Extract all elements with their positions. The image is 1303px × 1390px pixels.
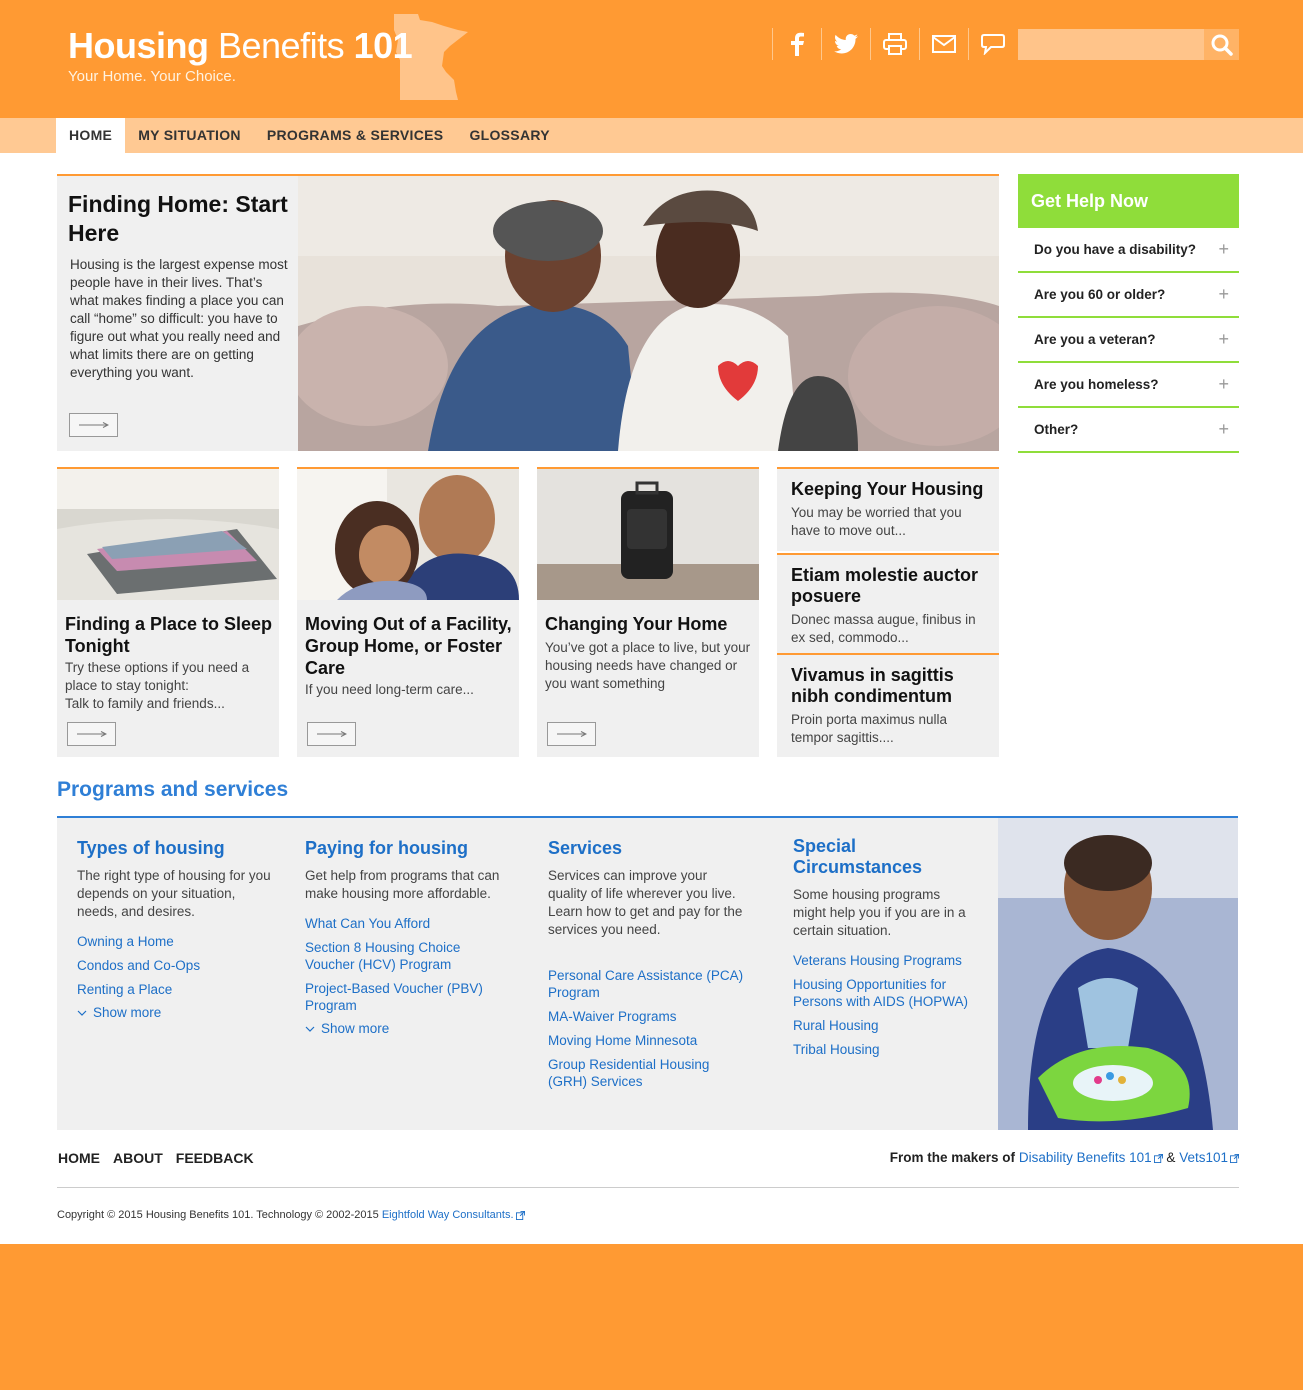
programs-column-types [77, 838, 277, 1020]
arrow-right-icon [79, 422, 109, 428]
nav-item-glossary[interactable]: GLOSSARY [469, 127, 550, 143]
chat-icon [981, 33, 1005, 55]
chevron-down-icon [305, 1026, 315, 1032]
external-link-icon [516, 1211, 525, 1220]
card-body: You’ve got a place to live, but your housing needs have changed or you want something [545, 640, 751, 691]
program-link[interactable]: Personal Care Assistance (PCA) Program [548, 968, 744, 1000]
help-item-label: Other? [1034, 422, 1079, 437]
arrow-right-icon [557, 731, 587, 737]
programs-photo-child-toy [998, 818, 1238, 1130]
twitter-link[interactable] [821, 28, 870, 60]
program-link[interactable]: Group Residential Housing (GRH) Services [548, 1057, 710, 1089]
card-changing-home [537, 467, 759, 757]
show-more-link[interactable] [305, 1021, 505, 1036]
programs-section-title: Programs and services [57, 778, 289, 801]
arrow-right-icon [77, 731, 107, 737]
card-title: Finding a Place to Sleep Tonight [65, 614, 273, 656]
program-link[interactable]: Moving Home Minnesota [548, 1033, 698, 1048]
show-more-link[interactable] [77, 1005, 277, 1020]
help-item-label: Do you have a disability? [1034, 242, 1197, 257]
card-arrow-button[interactable] [547, 722, 596, 746]
side-item-vivamus[interactable] [777, 653, 999, 757]
programs-column-services [548, 838, 748, 1097]
program-link[interactable]: Rural Housing [793, 1018, 879, 1033]
disability-benefits-link[interactable]: Disability Benefits 101 [1018, 1150, 1152, 1165]
programs-column-title[interactable]: Paying for housing [305, 838, 469, 858]
arrow-right-icon [317, 731, 347, 737]
search-box [1018, 29, 1239, 60]
programs-column-special [793, 836, 973, 1065]
footer-link-home[interactable]: HOME [58, 1150, 100, 1166]
footer-link-about[interactable]: ABOUT [113, 1150, 163, 1166]
print-icon [883, 33, 907, 55]
programs-column-title[interactable]: Types of housing [77, 838, 225, 858]
card-title: Moving Out of a Facility, Group Home, or Foster Care [305, 614, 512, 678]
logo-number: 101 [353, 25, 413, 66]
logo-bold-text: Housing [68, 25, 209, 66]
card-sleep-tonight [57, 467, 279, 757]
card-body: If you need long-term care... [305, 682, 474, 697]
card-title: Changing Your Home [545, 614, 728, 634]
program-link[interactable]: Renting a Place [77, 982, 173, 997]
nav-item-my-situation[interactable]: MY SITUATION [138, 127, 241, 143]
social-toolbar [772, 28, 1017, 60]
copyright-text: Copyright © 2015 Housing Benefits 101. Technology © 2002-2015 [57, 1209, 379, 1221]
help-item-disability[interactable] [1018, 228, 1239, 273]
hero-body: Housing is the largest expense most people have in their lives. That’s what makes finding a place you can call “home” so difficult: you have to figure out what you really need and what limits there are on getting everything you want. [70, 257, 288, 380]
programs-column-desc: Services can improve your quality of life wherever you live. Learn how to get and pay for the services you need. [548, 868, 743, 937]
makers-ampersand: & [1166, 1150, 1176, 1165]
programs-column-paying [305, 838, 505, 1036]
logo-light-text: Benefits [218, 25, 345, 66]
programs-column-desc: Get help from programs that can make housing more affordable. [305, 868, 500, 901]
hero-photo-couple [298, 176, 999, 451]
side-item-title: Keeping Your Housing [791, 479, 984, 499]
program-link[interactable]: Owning a Home [77, 934, 174, 949]
eightfold-way-link[interactable]: Eightfold Way Consultants. [381, 1209, 514, 1221]
card-photo-children [297, 469, 519, 600]
programs-panel [57, 816, 1238, 1130]
plus-icon: + [1218, 284, 1229, 304]
vets101-link[interactable]: Vets101 [1179, 1150, 1228, 1165]
makers-credit [890, 1150, 1239, 1165]
help-item-label: Are you 60 or older? [1034, 287, 1166, 302]
nav-item-home[interactable]: HOME [56, 118, 125, 153]
plus-icon: + [1218, 374, 1229, 394]
print-link[interactable] [870, 28, 919, 60]
main-nav [0, 118, 1303, 153]
card-moving-out-facility [297, 467, 519, 757]
footer-links [58, 1150, 254, 1166]
help-item-veteran[interactable] [1018, 318, 1239, 363]
copyright [57, 1209, 525, 1221]
side-item-body: You may be worried that you have to move out... [791, 505, 962, 538]
show-more-label: Show more [321, 1021, 390, 1036]
search-icon [1211, 34, 1233, 56]
side-item-title: Vivamus in sagittis nibh condimentum [791, 665, 954, 706]
chevron-down-icon [77, 1010, 87, 1016]
chat-link[interactable] [968, 28, 1017, 60]
side-item-body: Donec massa augue, finibus in ex sed, commodo... [791, 612, 976, 645]
program-link[interactable]: Tribal Housing [793, 1042, 880, 1057]
card-body-line-2: Talk to family and friends... [65, 696, 225, 711]
help-item-homeless[interactable] [1018, 363, 1239, 408]
site-logo[interactable] [68, 26, 412, 85]
program-link[interactable]: Housing Opportunities for Persons with AIDS (HOPWA) [793, 977, 969, 1009]
search-button[interactable] [1204, 29, 1239, 60]
twitter-icon [833, 34, 859, 54]
card-body: Try these options if you need a place to stay tonight: [65, 660, 250, 693]
makers-prefix: From the makers of [889, 1150, 1016, 1165]
help-item-60-or-older[interactable] [1018, 273, 1239, 318]
hero-feature [57, 174, 999, 451]
hero-title: Finding Home: Start Here [68, 191, 288, 246]
programs-column-desc: The right type of housing for you depends on your situation, needs, and desires. [77, 868, 271, 919]
card-photo-suitcase [537, 469, 759, 600]
card-photo-folded-blankets [57, 469, 279, 600]
facebook-link[interactable] [772, 28, 821, 60]
side-item-etiam[interactable] [777, 553, 999, 653]
side-item-body: Proin porta maximus nulla tempor sagittis.... [791, 712, 948, 745]
help-item-label: Are you a veteran? [1034, 332, 1156, 347]
email-link[interactable] [919, 28, 968, 60]
get-help-panel [1018, 174, 1239, 453]
plus-icon: + [1218, 329, 1229, 349]
footer-divider [57, 1187, 1239, 1188]
program-link[interactable]: Section 8 Housing Choice Voucher (HCV) Program [305, 940, 461, 972]
plus-icon: + [1218, 419, 1229, 439]
get-help-title: Get Help Now [1018, 174, 1239, 228]
program-link[interactable]: What Can You Afford [305, 916, 431, 931]
program-link[interactable]: Project-Based Voucher (PBV) Program [305, 981, 483, 1013]
side-item-title: Etiam molestie auctor posuere [791, 565, 979, 606]
search-input[interactable] [1018, 29, 1204, 60]
programs-column-title[interactable]: Special Circumstances [793, 836, 923, 877]
logo-tagline: Your Home. Your Choice. [68, 68, 236, 85]
email-icon [932, 35, 956, 53]
program-link[interactable]: Condos and Co-Ops [77, 958, 201, 973]
programs-column-desc: Some housing programs might help you if you are in a certain situation. [793, 887, 966, 938]
side-item-keeping-housing[interactable] [777, 467, 999, 551]
external-link-icon [1230, 1154, 1239, 1163]
nav-item-programs-services[interactable]: PROGRAMS & SERVICES [266, 127, 444, 143]
main-content [0, 153, 1303, 1244]
program-link[interactable]: MA-Waiver Programs [548, 1009, 677, 1024]
external-link-icon [1154, 1154, 1163, 1163]
footer-link-feedback[interactable]: FEEDBACK [175, 1150, 254, 1166]
card-arrow-button[interactable] [307, 722, 356, 746]
programs-column-title[interactable]: Services [548, 838, 623, 858]
help-item-other[interactable] [1018, 408, 1239, 453]
hero-arrow-button[interactable] [69, 413, 118, 437]
facebook-icon [790, 32, 804, 56]
site-header [0, 0, 1303, 118]
help-item-label: Are you homeless? [1034, 377, 1159, 392]
plus-icon: + [1218, 239, 1229, 259]
card-arrow-button[interactable] [67, 722, 116, 746]
show-more-label: Show more [93, 1005, 162, 1020]
program-link[interactable]: Veterans Housing Programs [793, 953, 962, 968]
